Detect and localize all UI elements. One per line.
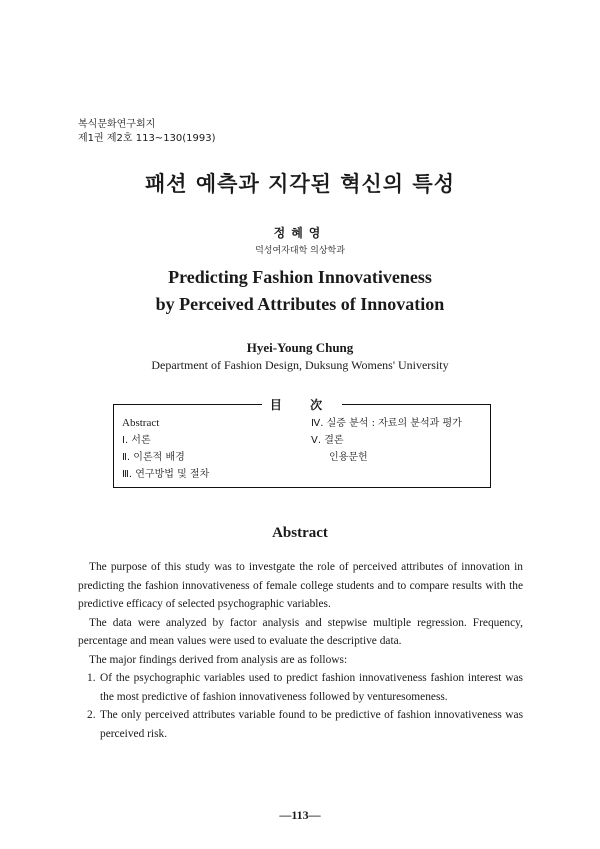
- abstract-body: [78, 558, 523, 743]
- english-affiliation: Department of Fashion Design, Duksung Womens' University: [151, 358, 449, 372]
- toc-item: Ⅴ. 결론: [311, 435, 344, 446]
- finding-item: [78, 669, 523, 706]
- finding-item: [78, 706, 523, 743]
- toc-left-column: [122, 415, 209, 483]
- table-of-contents: [113, 398, 491, 488]
- english-author: Hyei-Young Chung: [246, 340, 354, 355]
- toc-item: Abstract: [122, 417, 160, 429]
- finding-text: Of the psychographic variables used to predict fashion innovativeness fashion interest was the most predictive of fashion innovativeness followed by venturesomeness.: [100, 672, 523, 703]
- toc-item: Ⅱ. 이론적 배경: [122, 452, 185, 463]
- finding-number: 2.: [87, 709, 96, 721]
- finding-text: The only perceived attributes variable found to be predictive of fashion innovativeness was perceived risk.: [100, 709, 523, 740]
- findings-list: [78, 669, 523, 743]
- journal-volume: 제1권 제2호 113~130(1993): [78, 133, 216, 144]
- page-number: —113—: [279, 808, 321, 822]
- abstract-paragraph: The purpose of this study was to investgate the role of perceived attributes of innovation in predicting the fashion innovativeness of female college students and to compare results with the predictive efficacy of selected psychographic variables.: [78, 561, 523, 610]
- toc-right-column: [311, 415, 462, 466]
- toc-item: 인용문헌: [329, 452, 368, 463]
- toc-item: Ⅲ. 연구방법 및 절차: [122, 469, 210, 480]
- toc-heading: 目 次: [262, 398, 342, 412]
- finding-number: 1.: [87, 672, 96, 684]
- journal-info: [78, 118, 216, 146]
- korean-author: 정혜영: [273, 226, 327, 240]
- english-title: [0, 264, 600, 318]
- journal-name: 복식문화연구회지: [78, 119, 156, 130]
- abstract-paragraph: The major findings derived from analysis are as follows:: [89, 653, 348, 666]
- toc-item: Ⅳ. 실증 분석 : 자료의 분석과 평가: [311, 418, 462, 429]
- english-title-line-2: by Perceived Attributes of Innovation: [155, 294, 445, 314]
- toc-item: Ⅰ. 서론: [122, 435, 151, 446]
- korean-title: 패션 예측과 지각된 혁신의 특성: [145, 172, 455, 196]
- english-title-line-1: Predicting Fashion Innovativeness: [168, 267, 432, 287]
- abstract-heading: Abstract: [272, 525, 328, 541]
- abstract-paragraph: The data were analyzed by factor analysis and stepwise multiple regression. Frequency, percentage and mean values were used to evaluate the descriptive data.: [78, 616, 523, 647]
- korean-affiliation: 덕성여자대학 의상학과: [255, 246, 345, 256]
